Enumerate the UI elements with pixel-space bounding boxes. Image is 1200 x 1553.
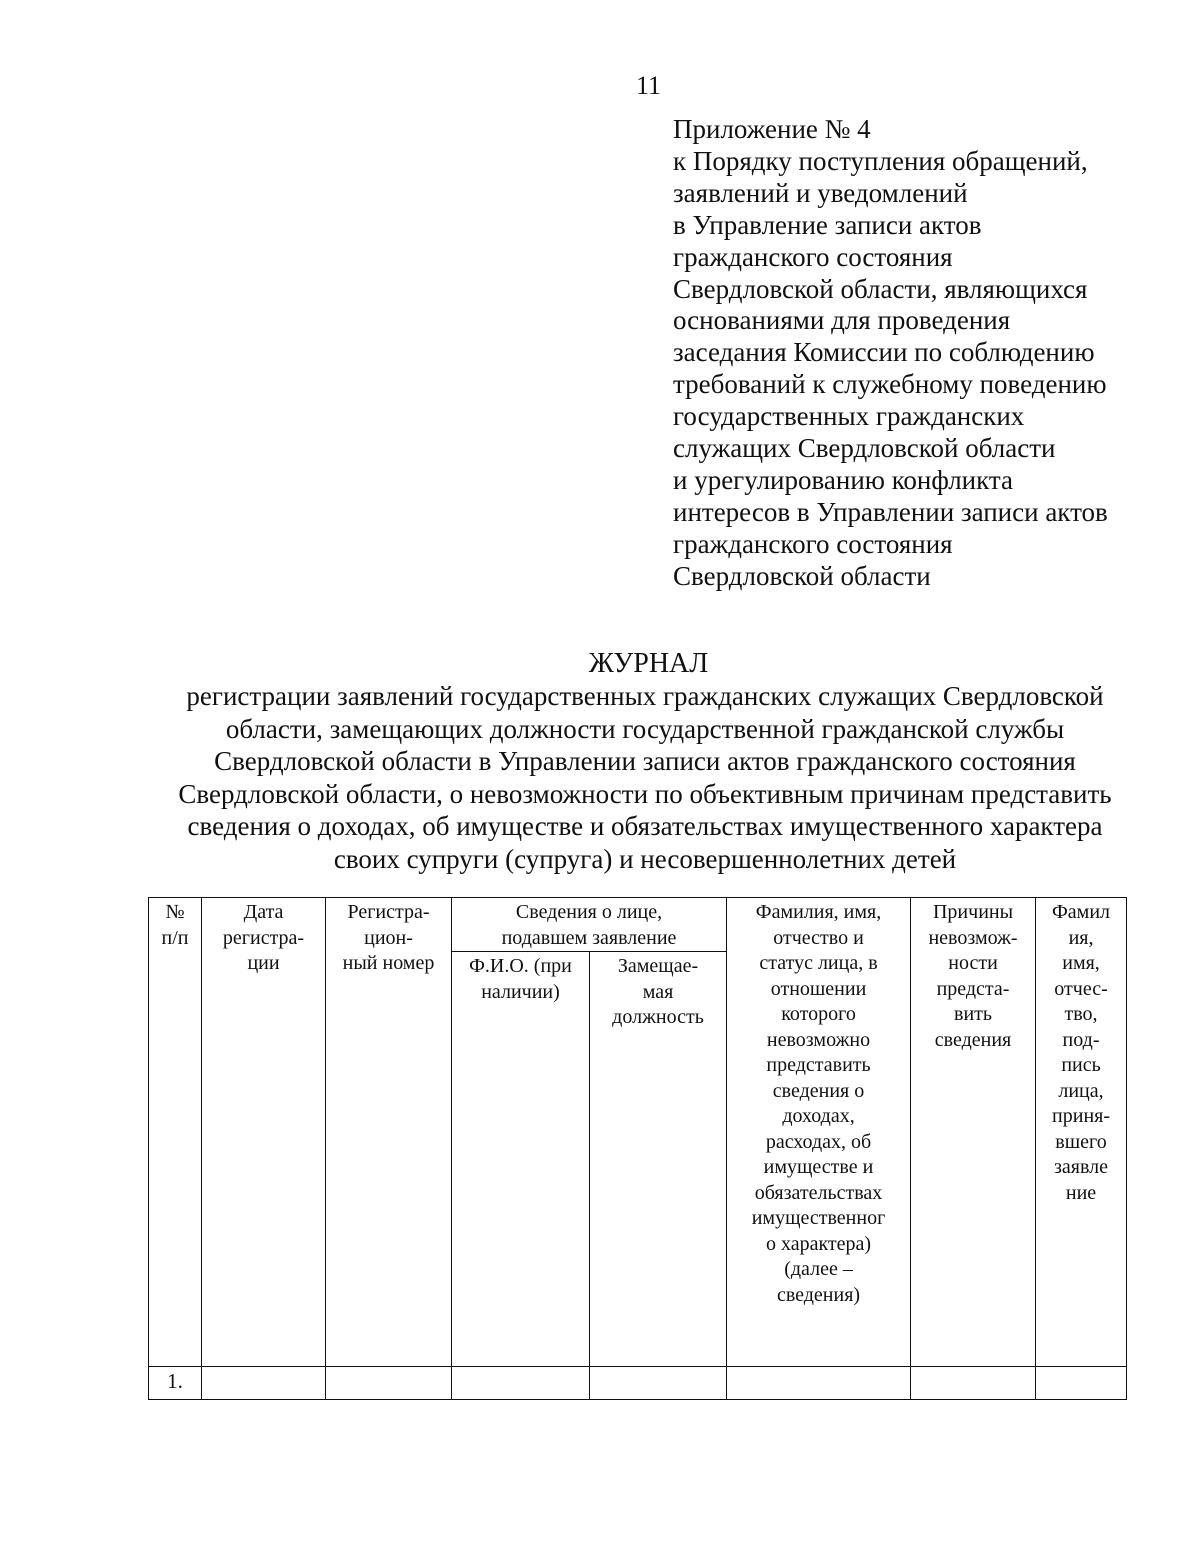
appendix-line: требований к служебному поведению [673,369,1107,400]
appendix-line: заседания Комиссии по соблюдению [673,337,1095,368]
header-receiver: Фамил ия, имя, отчес- тво, под- пись лица, приня- вшего заявле ние [1036,898,1127,1367]
appendix-line: интересов в Управлении записи актов [673,496,1108,527]
journal-subtitle-line: своих супруги (супруга) и несовершеннолетних детей [333,843,957,874]
header-number: № п/п [149,898,202,1367]
appendix-line: и урегулированию конфликта [673,464,1014,495]
journal-subtitle-line: области, замещающих должности государственной гражданской службы [225,713,1065,744]
appendix-line: к Порядку поступления обращений, [673,145,1088,176]
journal-subtitle [150,680,1140,875]
journal-subtitle-line: регистрации заявлений государственных гражданских служащих Свердловской [186,681,1104,711]
applicant-position-cell[interactable] [590,1367,727,1400]
header-applicant-info: Сведения о лице, подавшем заявление [452,898,727,952]
appendix-block [673,114,1173,593]
reasons-cell[interactable] [911,1367,1036,1400]
table-row [149,1367,1127,1400]
registration-table [148,897,1127,1400]
journal-subtitle-line: Свердловской области, о невозможности по объективным причинам представить [178,778,1112,809]
registration-date-cell[interactable] [202,1367,326,1400]
appendix-line: Свердловской области [673,560,931,591]
appendix-line: основаниями для проведения [673,305,1011,336]
appendix-line: заявлений и уведомлений [673,177,968,208]
appendix-line: в Управление записи актов [673,209,982,240]
appendix-line: Свердловской области, являющихся [673,273,1088,304]
header-applicant-position: Замещае- мая должность [590,952,727,1367]
header-relative-info: Фамилия, имя, отчество и статус лица, в отношении которого невозможно представить сведения о доходах, расходах, об имуществе и обязательствах имущественног о характера) (далее – сведения) [727,898,911,1367]
relative-info-cell[interactable] [727,1367,911,1400]
journal-subtitle-line: Свердловской области в Управлении записи актов гражданского состояния [214,746,1076,776]
appendix-line: гражданского состояния [673,528,953,559]
header-registration-number: Регистра- цион- ный номер [326,898,452,1367]
appendix-line: Приложение № 4 [673,114,871,144]
applicant-fio-cell[interactable] [452,1367,590,1400]
journal-title: ЖУРНАЛ [588,648,709,679]
registration-number-cell[interactable] [326,1367,452,1400]
appendix-line: государственных гражданских [673,401,1025,432]
appendix-line: гражданского состояния [673,241,953,272]
row-number-cell: 1. [149,1367,202,1400]
header-reasons: Причины невозмож- ности предста- вить сведения [911,898,1036,1367]
journal-subtitle-line: сведения о доходах, об имуществе и обязательствах имущественного характера [187,811,1103,841]
page-number: 11 [635,71,662,100]
receiver-cell[interactable] [1036,1367,1127,1400]
appendix-line: служащих Свердловской области [673,433,1056,464]
header-registration-date: Дата регистра- ции [202,898,326,1367]
header-applicant-fio: Ф.И.О. (при наличии) [452,952,590,1367]
